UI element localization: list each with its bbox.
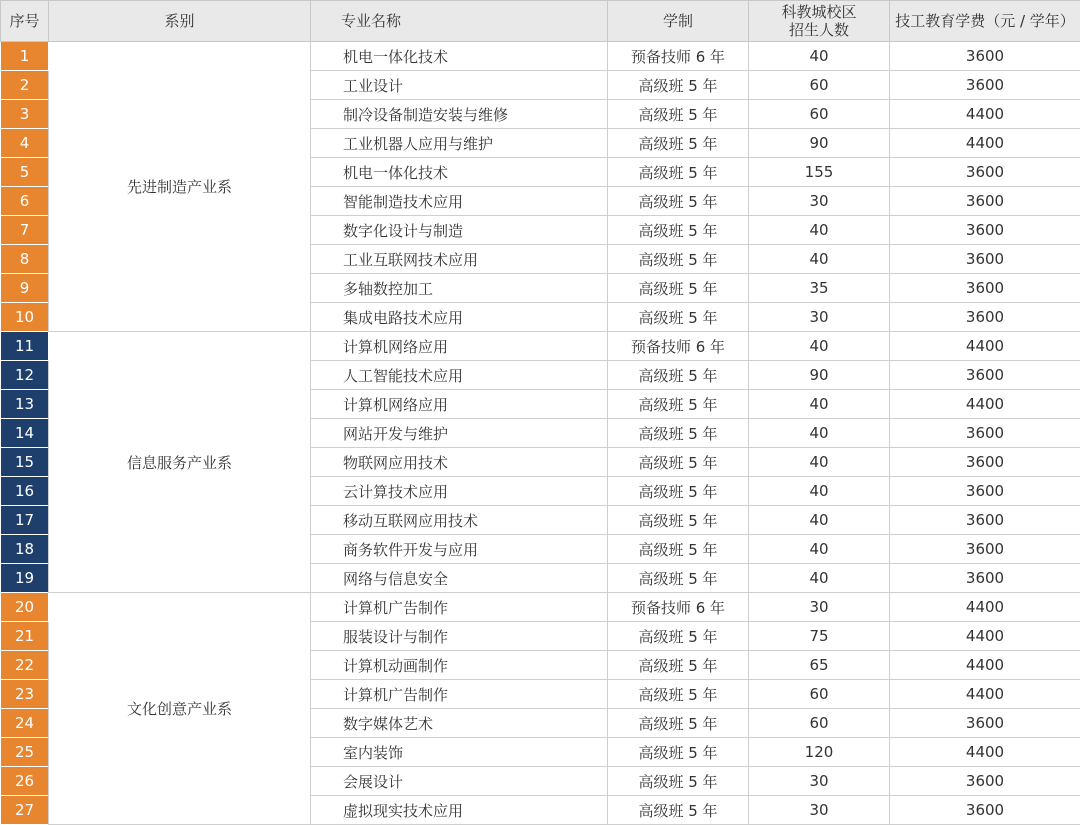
program-length: 高级班 5 年 — [608, 100, 749, 129]
row-index: 23 — [1, 680, 49, 709]
row-index: 8 — [1, 245, 49, 274]
major-name: 物联网应用技术 — [311, 448, 608, 477]
enrollment-count: 40 — [749, 332, 890, 361]
row-index: 11 — [1, 332, 49, 361]
major-name: 数字化设计与制造 — [311, 216, 608, 245]
header-program: 学制 — [608, 1, 749, 42]
enrollment-count: 30 — [749, 796, 890, 825]
header-index: 序号 — [1, 1, 49, 42]
enrollment-count: 40 — [749, 477, 890, 506]
row-index: 6 — [1, 187, 49, 216]
tuition-fee: 3600 — [890, 158, 1080, 187]
enrollment-count: 30 — [749, 767, 890, 796]
program-length: 高级班 5 年 — [608, 651, 749, 680]
tuition-fee: 3600 — [890, 506, 1080, 535]
row-index: 18 — [1, 535, 49, 564]
tuition-fee: 3600 — [890, 216, 1080, 245]
tuition-fee: 4400 — [890, 390, 1080, 419]
enrollment-count: 40 — [749, 390, 890, 419]
program-length: 高级班 5 年 — [608, 158, 749, 187]
row-index: 3 — [1, 100, 49, 129]
major-name: 智能制造技术应用 — [311, 187, 608, 216]
major-name: 数字媒体艺术 — [311, 709, 608, 738]
major-name: 计算机广告制作 — [311, 593, 608, 622]
major-name: 人工智能技术应用 — [311, 361, 608, 390]
program-length: 高级班 5 年 — [608, 274, 749, 303]
header-enrollment-line2: 招生人数 — [749, 21, 889, 39]
program-length: 高级班 5 年 — [608, 303, 749, 332]
enrollment-count: 40 — [749, 245, 890, 274]
program-length: 高级班 5 年 — [608, 390, 749, 419]
program-length: 高级班 5 年 — [608, 245, 749, 274]
enrollment-count: 40 — [749, 419, 890, 448]
major-name: 网站开发与维护 — [311, 419, 608, 448]
enrollment-count: 40 — [749, 448, 890, 477]
major-name: 会展设计 — [311, 767, 608, 796]
enrollment-count: 40 — [749, 535, 890, 564]
major-name: 工业设计 — [311, 71, 608, 100]
program-length: 高级班 5 年 — [608, 709, 749, 738]
table-body — [1, 42, 1080, 825]
enrollment-count: 90 — [749, 361, 890, 390]
row-index: 12 — [1, 361, 49, 390]
row-index: 17 — [1, 506, 49, 535]
row-index: 5 — [1, 158, 49, 187]
header-department: 系别 — [49, 1, 311, 42]
enrollment-count: 40 — [749, 506, 890, 535]
program-length: 高级班 5 年 — [608, 680, 749, 709]
tuition-fee: 3600 — [890, 71, 1080, 100]
row-index: 13 — [1, 390, 49, 419]
enrollment-count: 30 — [749, 593, 890, 622]
tuition-fee: 3600 — [890, 274, 1080, 303]
program-length: 高级班 5 年 — [608, 71, 749, 100]
row-index: 25 — [1, 738, 49, 767]
row-index: 14 — [1, 419, 49, 448]
enrollment-count: 40 — [749, 564, 890, 593]
enrollment-count: 60 — [749, 71, 890, 100]
tuition-fee: 3600 — [890, 535, 1080, 564]
program-length: 高级班 5 年 — [608, 796, 749, 825]
major-name: 室内装饰 — [311, 738, 608, 767]
program-length: 预备技师 6 年 — [608, 42, 749, 71]
tuition-fee: 3600 — [890, 42, 1080, 71]
tuition-fee: 3600 — [890, 477, 1080, 506]
tuition-fee: 4400 — [890, 651, 1080, 680]
program-length: 高级班 5 年 — [608, 361, 749, 390]
program-length: 高级班 5 年 — [608, 448, 749, 477]
row-index: 7 — [1, 216, 49, 245]
program-length: 高级班 5 年 — [608, 216, 749, 245]
tuition-fee: 3600 — [890, 303, 1080, 332]
major-name: 计算机广告制作 — [311, 680, 608, 709]
enrollment-count: 75 — [749, 622, 890, 651]
program-length: 高级班 5 年 — [608, 477, 749, 506]
program-length: 高级班 5 年 — [608, 535, 749, 564]
program-length: 高级班 5 年 — [608, 767, 749, 796]
tuition-fee: 4400 — [890, 129, 1080, 158]
major-name: 制冷设备制造安装与维修 — [311, 100, 608, 129]
program-length: 高级班 5 年 — [608, 419, 749, 448]
department-cell: 信息服务产业系 — [49, 332, 311, 593]
row-index: 2 — [1, 71, 49, 100]
major-name: 计算机动画制作 — [311, 651, 608, 680]
enrollment-count: 60 — [749, 100, 890, 129]
program-length: 高级班 5 年 — [608, 129, 749, 158]
program-length: 预备技师 6 年 — [608, 332, 749, 361]
enrollment-count: 30 — [749, 303, 890, 332]
major-name: 工业互联网技术应用 — [311, 245, 608, 274]
table-row — [1, 42, 1080, 71]
major-name: 机电一体化技术 — [311, 158, 608, 187]
enrollment-count: 90 — [749, 129, 890, 158]
row-index: 16 — [1, 477, 49, 506]
program-length: 高级班 5 年 — [608, 738, 749, 767]
table-row — [1, 332, 1080, 361]
major-name: 云计算技术应用 — [311, 477, 608, 506]
program-length: 高级班 5 年 — [608, 187, 749, 216]
tuition-fee: 4400 — [890, 100, 1080, 129]
row-index: 15 — [1, 448, 49, 477]
row-index: 10 — [1, 303, 49, 332]
enrollment-count: 40 — [749, 42, 890, 71]
major-name: 移动互联网应用技术 — [311, 506, 608, 535]
header-tuition: 技工教育学费（元 / 学年） — [890, 1, 1080, 42]
enrollment-count: 65 — [749, 651, 890, 680]
enrollment-count: 60 — [749, 709, 890, 738]
enrollment-count: 40 — [749, 216, 890, 245]
major-name: 集成电路技术应用 — [311, 303, 608, 332]
major-name: 工业机器人应用与维护 — [311, 129, 608, 158]
row-index: 19 — [1, 564, 49, 593]
row-index: 21 — [1, 622, 49, 651]
row-index: 26 — [1, 767, 49, 796]
department-cell: 文化创意产业系 — [49, 593, 311, 825]
enrollment-count: 30 — [749, 187, 890, 216]
major-name: 虚拟现实技术应用 — [311, 796, 608, 825]
tuition-fee: 4400 — [890, 593, 1080, 622]
row-index: 20 — [1, 593, 49, 622]
program-length: 高级班 5 年 — [608, 564, 749, 593]
tuition-fee: 3600 — [890, 448, 1080, 477]
tuition-fee: 3600 — [890, 709, 1080, 738]
table-row — [1, 593, 1080, 622]
row-index: 27 — [1, 796, 49, 825]
tuition-fee: 4400 — [890, 622, 1080, 651]
row-index: 22 — [1, 651, 49, 680]
major-name: 计算机网络应用 — [311, 332, 608, 361]
major-name: 机电一体化技术 — [311, 42, 608, 71]
tuition-fee: 4400 — [890, 680, 1080, 709]
major-name: 网络与信息安全 — [311, 564, 608, 593]
major-name: 商务软件开发与应用 — [311, 535, 608, 564]
enrollment-count: 155 — [749, 158, 890, 187]
program-length: 高级班 5 年 — [608, 622, 749, 651]
major-name: 服装设计与制作 — [311, 622, 608, 651]
row-index: 1 — [1, 42, 49, 71]
tuition-fee: 3600 — [890, 361, 1080, 390]
tuition-fee: 3600 — [890, 245, 1080, 274]
major-name: 计算机网络应用 — [311, 390, 608, 419]
department-cell: 先进制造产业系 — [49, 42, 311, 332]
row-index: 9 — [1, 274, 49, 303]
tuition-fee: 3600 — [890, 419, 1080, 448]
header-row — [1, 1, 1080, 42]
tuition-fee: 3600 — [890, 187, 1080, 216]
header-major: 专业名称 — [311, 1, 608, 42]
tuition-fee: 4400 — [890, 332, 1080, 361]
tuition-fee: 4400 — [890, 738, 1080, 767]
enrollment-count: 60 — [749, 680, 890, 709]
enrollment-count: 120 — [749, 738, 890, 767]
header-enrollment-line1: 科教城校区 — [749, 3, 889, 21]
row-index: 4 — [1, 129, 49, 158]
tuition-fee: 3600 — [890, 767, 1080, 796]
row-index: 24 — [1, 709, 49, 738]
program-length: 预备技师 6 年 — [608, 593, 749, 622]
enrollment-count: 35 — [749, 274, 890, 303]
tuition-fee: 3600 — [890, 564, 1080, 593]
major-name: 多轴数控加工 — [311, 274, 608, 303]
program-length: 高级班 5 年 — [608, 506, 749, 535]
header-enrollment — [749, 1, 890, 42]
tuition-fee: 3600 — [890, 796, 1080, 825]
